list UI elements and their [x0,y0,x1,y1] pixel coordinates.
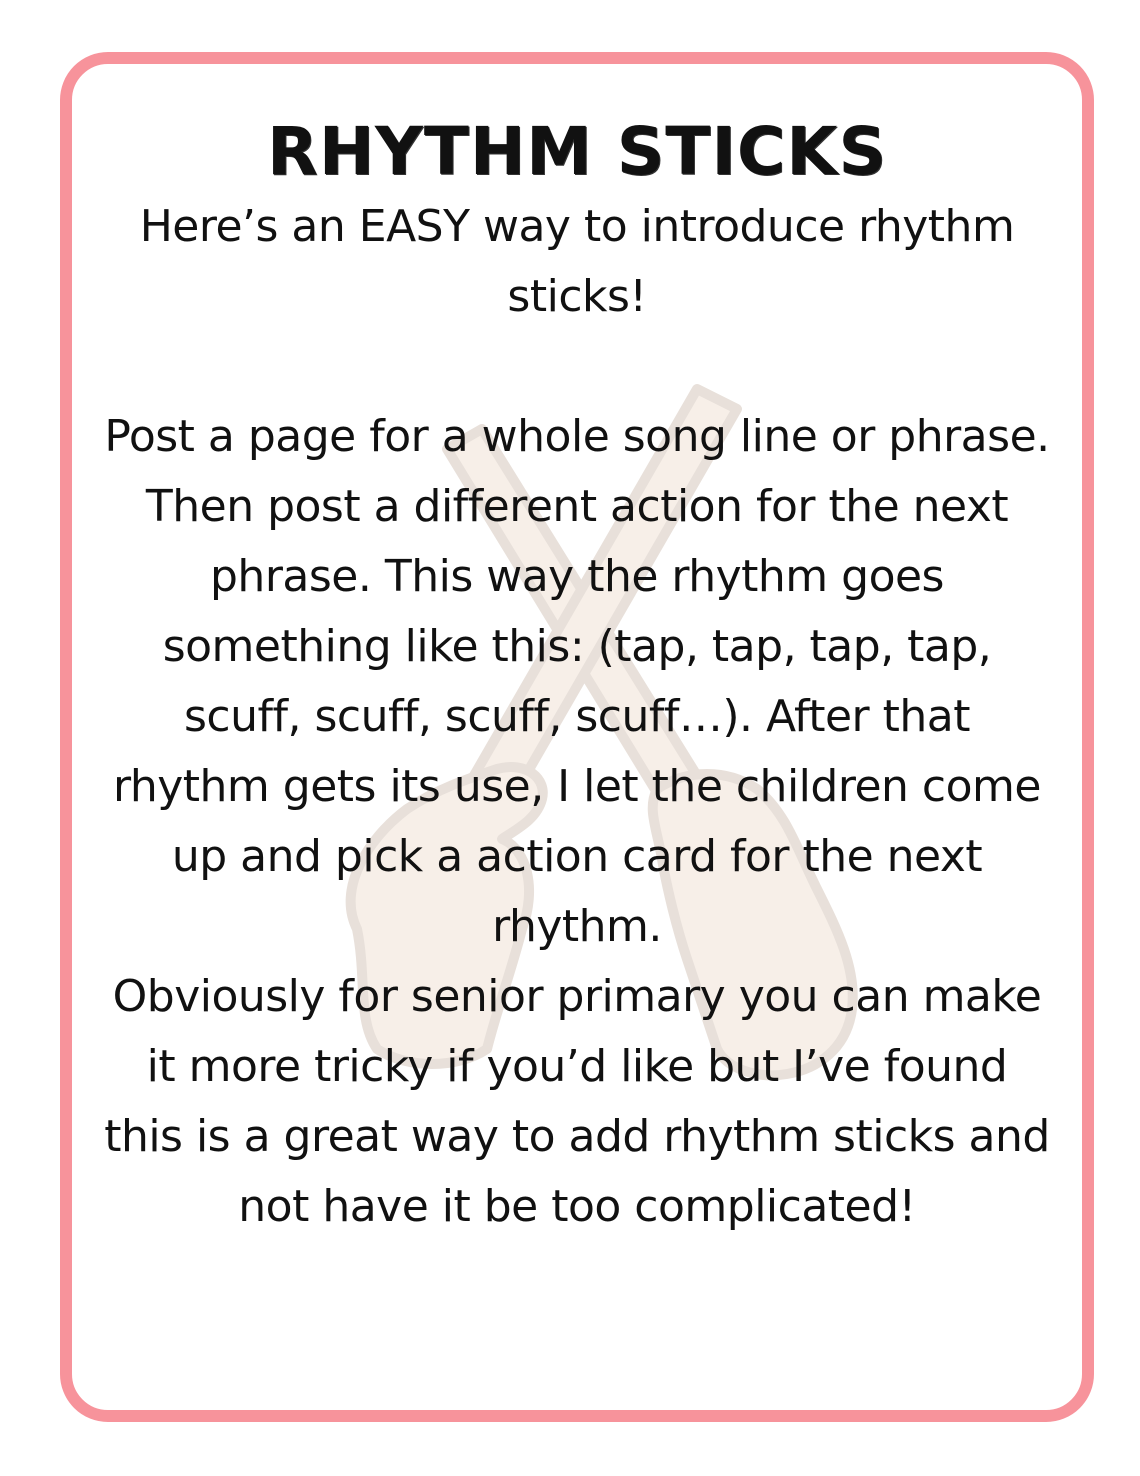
spacer [102,332,1052,402]
page-title: RHYTHM STICKS [267,113,887,190]
instructions-paragraph: Post a page for a whole song line or phrase. Then post a different action for the next phrase. This way the rhythm goes something like this: (tap, tap, tap, tap, scuff, scuff, scuff, scuff…). After that rhythm gets its use, I let the children come up and pick a action card for the next rhythm. [104,411,1050,952]
intro-text: Here’s an EASY way to introduce rhythm sticks! [139,201,1015,322]
rhythm-sticks-card [60,52,1094,1422]
body-text [102,192,1052,1242]
closing-paragraph: Obviously for senior primary you can make it more tricky if you’d like but I’ve found this is a great way to add rhythm sticks and not have it be too complicated! [104,971,1050,1232]
